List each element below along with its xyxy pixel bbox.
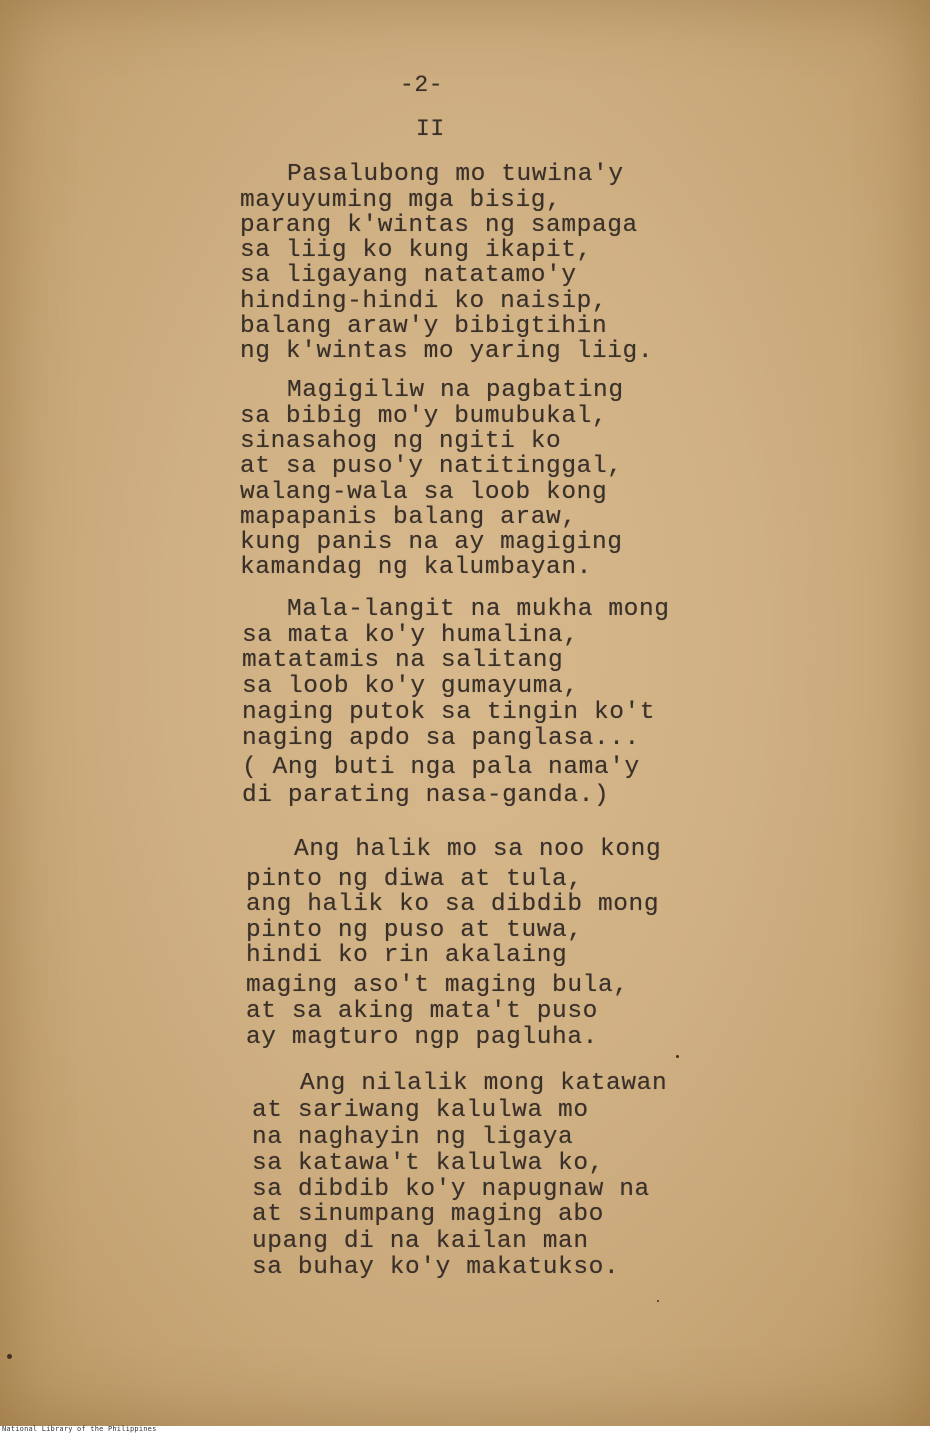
poem-line: hinding-hindi ko naisip, — [240, 288, 608, 315]
poem-line: pinto ng diwa at tula, — [246, 866, 583, 893]
poem-line: maging aso't maging bula, — [246, 972, 629, 999]
poem-line: Pasalubong mo tuwina'y — [287, 161, 624, 188]
poem-line: balang araw'y bibigtihin — [240, 313, 608, 340]
poem-line: sa bibig mo'y bumubukal, — [240, 403, 608, 430]
poem-line: mayuyuming mga bisig, — [240, 187, 562, 214]
poem-line: sinasahog ng ngiti ko — [240, 428, 562, 455]
poem-line: Ang nilalik mong katawan — [300, 1070, 668, 1097]
poem-line: kung panis na ay magiging — [240, 529, 623, 556]
poem-line: matatamis na salitang — [242, 647, 564, 674]
poem-line: naging putok sa tingin ko't — [242, 699, 656, 726]
poem-line: Mala-langit na mukha mong — [287, 596, 670, 623]
poem-line: Magigiliw na pagbating — [287, 377, 624, 404]
poem-line: sa loob ko'y gumayuma, — [242, 673, 579, 700]
poem-line: sa katawa't kalulwa ko, — [252, 1150, 604, 1177]
poem-line: ng k'wintas mo yaring liig. — [240, 338, 654, 365]
poem-line: at sa aking mata't puso — [246, 998, 598, 1025]
footer-credit: National Library of the Philippines — [2, 1425, 157, 1433]
poem-line: ay magturo ngp pagluha. — [246, 1024, 598, 1051]
poem-line: ( Ang buti nga pala nama'y — [242, 754, 640, 781]
poem-line: hindi ko rin akalaing — [246, 942, 568, 969]
poem-line: Ang halik mo sa noo kong — [294, 836, 662, 863]
poem-line: naging apdo sa panglasa... — [242, 725, 640, 752]
poem-line: sa dibdib ko'y napugnaw na — [252, 1176, 650, 1203]
poem-line: na naghayin ng ligaya — [252, 1124, 574, 1151]
paper-speck — [657, 1300, 659, 1302]
poem-line: at sinumpang maging abo — [252, 1201, 604, 1228]
paper-speck — [676, 1055, 679, 1058]
poem-line: sa mata ko'y humalina, — [242, 622, 579, 649]
paper-speck — [7, 1354, 12, 1359]
section-numeral: II — [416, 116, 445, 142]
poem-line: at sa puso'y natitinggal, — [240, 453, 623, 480]
poem-line: di parating nasa-ganda.) — [242, 782, 610, 809]
poem-line: upang di na kailan man — [252, 1228, 589, 1255]
poem-line: mapapanis balang araw, — [240, 504, 577, 531]
poem-line: sa ligayang natatamo'y — [240, 262, 577, 289]
poem-line: walang-wala sa loob kong — [240, 479, 608, 506]
poem-line: sa liig ko kung ikapit, — [240, 237, 592, 264]
poem-line: pinto ng puso at tuwa, — [246, 917, 583, 944]
poem-line: parang k'wintas ng sampaga — [240, 212, 638, 239]
poem-line: ang halik ko sa dibdib mong — [246, 891, 660, 918]
page-number: -2- — [400, 72, 444, 98]
poem-line: sa buhay ko'y makatukso. — [252, 1254, 620, 1281]
poem-line: kamandag ng kalumbayan. — [240, 554, 592, 581]
poem-line: at sariwang kalulwa mo — [252, 1097, 589, 1124]
